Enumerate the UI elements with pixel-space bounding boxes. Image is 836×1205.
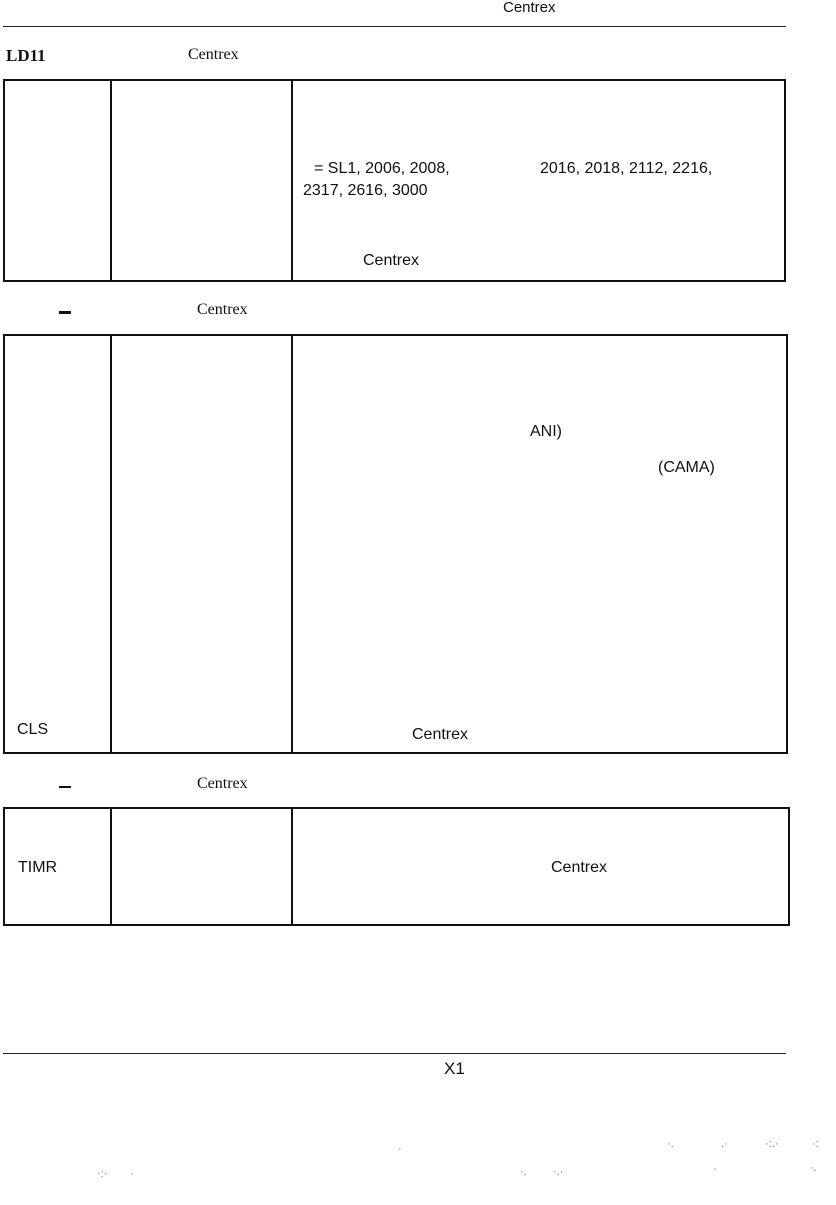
scan-speck: ·.	[667, 1138, 674, 1150]
scan-speck: ·	[713, 1163, 717, 1175]
scan-speck: ·.	[810, 1162, 817, 1174]
column-divider	[291, 336, 293, 752]
section-3-title: Centrex	[197, 775, 248, 792]
response-text: ANI)	[530, 423, 562, 440]
column-divider	[110, 336, 112, 752]
response-note: Centrex	[551, 859, 608, 876]
station-types-text: 2317, 2616, 3000	[303, 182, 428, 199]
section-1-title: Centrex	[188, 46, 239, 63]
prompt-table-3	[3, 807, 790, 926]
prompt-timr: TIMR	[18, 859, 58, 876]
scan-speck: ·	[398, 1143, 402, 1155]
column-divider	[110, 809, 112, 924]
prompt-table-2	[3, 334, 788, 754]
dash-mark	[59, 311, 71, 314]
column-divider	[291, 81, 293, 280]
prompt-cls: CLS	[17, 721, 49, 738]
scan-speck: ·.·	[553, 1166, 564, 1178]
station-types-text: 2016, 2018, 2112, 2216,	[540, 160, 713, 177]
response-note: Centrex	[412, 726, 469, 743]
section-label: LD11	[6, 46, 46, 65]
scan-speck: ·:.·	[765, 1138, 779, 1150]
scan-speck: ·:·	[97, 1168, 108, 1180]
section-2-title: Centrex	[197, 301, 248, 318]
station-types-text: = SL1, 2006, 2008,	[314, 160, 450, 177]
scan-speck: ·.	[520, 1166, 527, 1178]
page-number: X1	[444, 1059, 465, 1078]
running-header-title: Centrex	[503, 0, 556, 16]
response-note: Centrex	[363, 252, 420, 269]
scan-speck: ·	[130, 1168, 134, 1180]
scan-speck: ·:	[812, 1138, 819, 1150]
response-text: (CAMA)	[658, 459, 715, 476]
prompt-table-1	[3, 79, 786, 282]
scan-speck: .·	[721, 1138, 728, 1150]
footer-rule	[3, 1053, 786, 1054]
header-rule	[3, 26, 786, 27]
column-divider	[291, 809, 293, 924]
dash-mark	[59, 786, 71, 788]
column-divider	[110, 81, 112, 280]
